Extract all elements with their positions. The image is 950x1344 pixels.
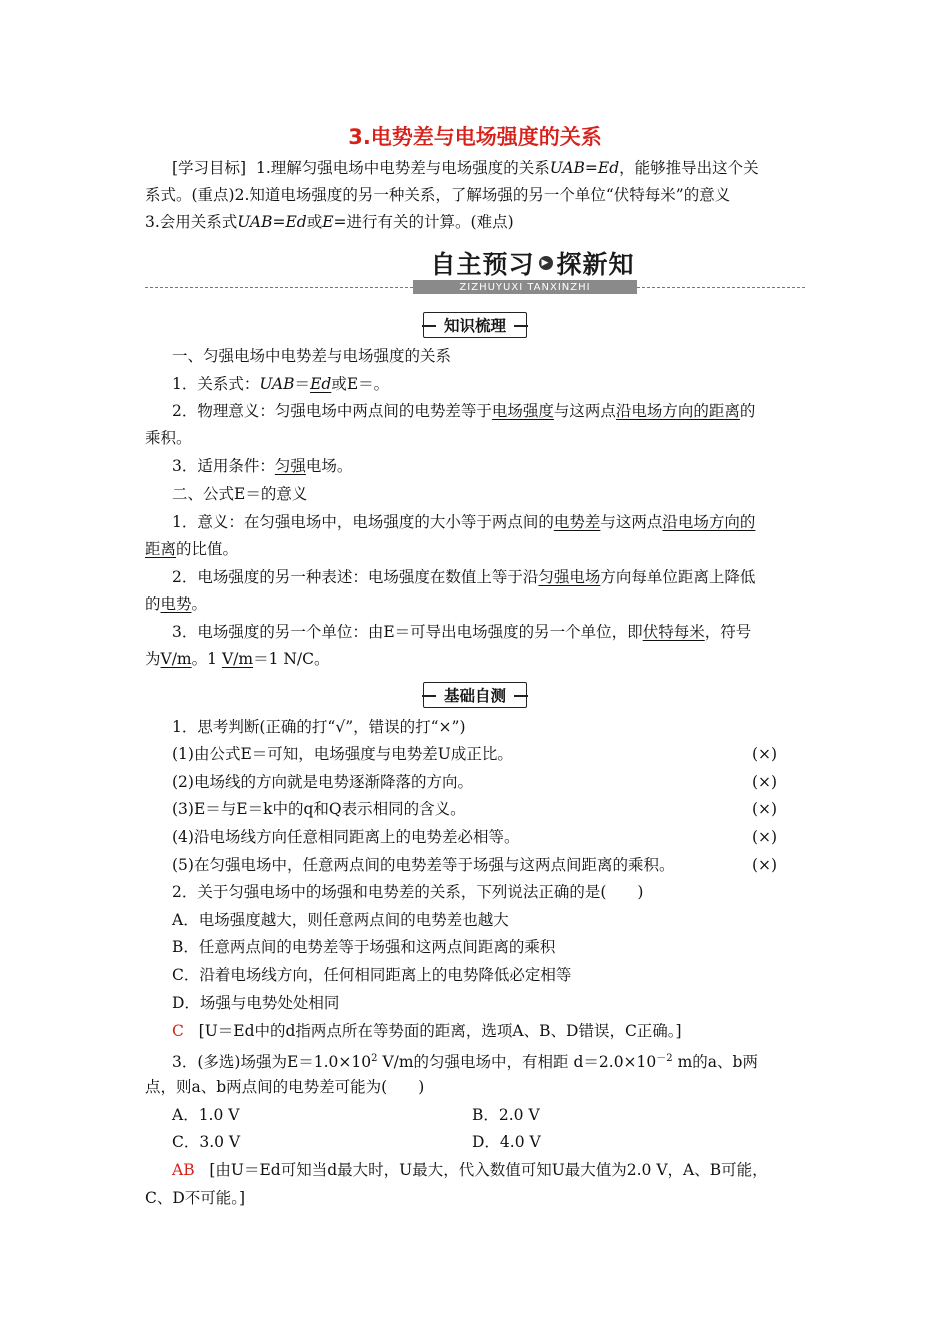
judgement-mark: (×): [752, 856, 778, 874]
answer-explanation: [U＝Ed中的d指两点所在等势面的距离，选项A、B、D错误，C正确。]: [198, 1022, 682, 1040]
section-label-knowledge: 知识梳理: [0, 313, 950, 337]
option-item: C．3.0 V: [172, 1133, 241, 1151]
judgement-item: (5)在匀强电场中，任意两点间的电势差等于场强与这两点间距离的乘积。: [172, 856, 675, 874]
section-label-selftest: 基础自测: [0, 683, 950, 707]
heading-1: 一、匀强电场中电势差与电场强度的关系: [172, 347, 452, 365]
answer-3-cont: C、D不可能。]: [145, 1189, 246, 1207]
knowledge-line-1: 1．关系式：UAB＝Ed或E＝。: [172, 375, 390, 393]
objectives-line-3: 3.会用关系式UAB=Ed或E=进行有关的计算。(难点): [145, 213, 514, 231]
question-3: 3．(多选)场强为$E=1.0\times 10^2$ V/m的匀强电场中，有相距 $d=2.0\times 10^{-2}$ m的a、b两: [172, 1053, 758, 1071]
judgement-item: (2)电场线的方向就是电势逐渐降落的方向。: [172, 773, 473, 791]
divider-right: [637, 287, 805, 288]
question-1: 1．思考判断(正确的打“√”，错误的打“×”): [172, 718, 466, 736]
banner-title: 自主预习 ▶ 探新知: [430, 250, 635, 279]
option-item: B．2.0 V: [472, 1106, 540, 1124]
option-item: A．1.0 V: [172, 1106, 240, 1124]
option-item: C．沿着电场线方向，任何相同距离上的电势降低必定相等: [172, 966, 572, 984]
option-item: B．任意两点间的电势差等于场强和这两点间距离的乘积: [172, 938, 556, 956]
answer-explanation: [由U＝Ed可知当d最大时，U最大，代入数值可知U最大值为2.0 V，A、B可能，: [209, 1161, 768, 1179]
objectives-line-2: 系式。(重点)2.知道电场强度的另一种关系，了解场强的另一个单位“伏特每米”的意义: [145, 186, 731, 204]
question-3-cont: 点，则a、b两点间的电势差可能为( ): [145, 1078, 425, 1096]
section-banner: [0, 247, 950, 297]
meaning-line-1: 1．意义：在匀强电场中，电场强度的大小等于两点间的电势差与这两点沿电场方向的: [172, 513, 756, 531]
option-item: A．电场强度越大，则任意两点间的电势差也越大: [172, 911, 509, 929]
judgement-item: (1)由公式E＝可知，电场强度与电势差U成正比。: [172, 745, 513, 763]
option-item: D．场强与电势处处相同: [172, 994, 340, 1012]
answer-3: [172, 1160, 768, 1180]
objectives-label: [学习目标]: [172, 159, 247, 177]
judgement-mark: (×): [752, 800, 778, 818]
question-2: 2．关于匀强电场中的场强和电势差的关系，下列说法正确的是( ): [172, 883, 644, 901]
answer-2: [172, 1021, 682, 1041]
judgement-mark: (×): [752, 828, 778, 846]
page-title: 3.电势差与电场强度的关系: [348, 125, 602, 149]
meaning-line-3: 3．电场强度的另一个单位：由E＝可导出电场强度的另一个单位，即伏特每米，符号: [172, 623, 752, 641]
meaning-line-2: 2．电场强度的另一种表述：电场强度在数值上等于沿匀强电场方向每单位距离上降低: [172, 568, 756, 586]
objectives-line-1: [学习目标] 1.理解匀强电场中电势差与电场强度的关系UAB=Ed，能够推导出这个关: [172, 159, 759, 177]
answer-key: AB: [172, 1161, 195, 1179]
knowledge-line-2-cont: 乘积。: [145, 429, 192, 447]
knowledge-line-2: 2．物理意义：匀强电场中两点间的电势差等于电场强度与这两点沿电场方向的距离的: [172, 402, 756, 420]
banner-subtitle: ZIZHUYUXI TANXINZHI: [413, 280, 637, 294]
knowledge-line-3: 3．适用条件：匀强电场。: [172, 457, 353, 475]
judgement-item: (4)沿电场线方向任意相同距离上的电势差必相等。: [172, 828, 520, 846]
meaning-line-3-cont: 为V/m。1 V/m＝1 N/C。: [145, 650, 330, 668]
divider-left: [145, 287, 413, 288]
meaning-line-1-cont: 距离的比值。: [145, 540, 239, 558]
judgement-mark: (×): [752, 773, 778, 791]
meaning-line-2-cont: 的电势。: [145, 595, 208, 613]
arrow-icon: ▶: [539, 256, 553, 270]
heading-2: 二、公式E＝的意义: [172, 485, 308, 503]
option-item: D．4.0 V: [472, 1133, 541, 1151]
answer-key: C: [172, 1022, 184, 1040]
judgement-mark: (×): [752, 745, 778, 763]
judgement-item: (3)E＝与E＝k中的q和Q表示相同的含义。: [172, 800, 466, 818]
